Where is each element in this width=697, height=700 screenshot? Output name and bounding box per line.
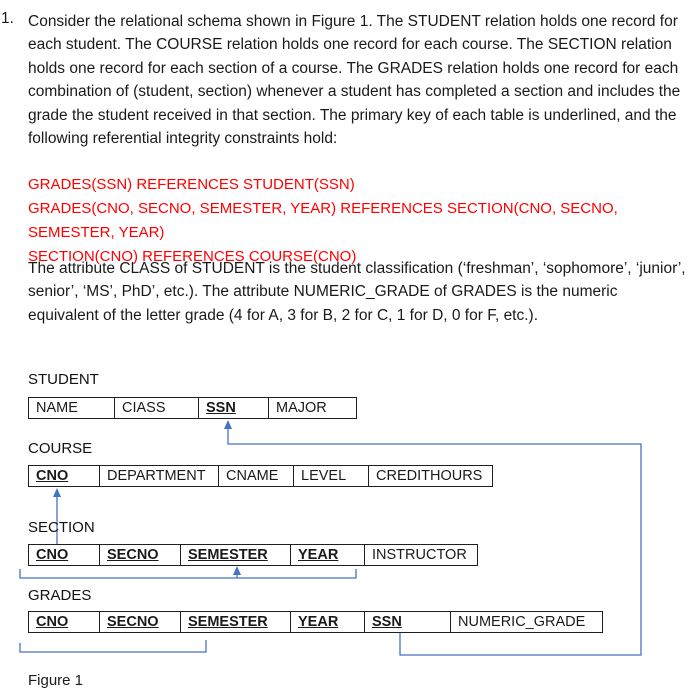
column-header-credithours: CREDITHOURS [368,465,493,487]
section-table-title: SECTION [28,519,95,536]
column-header-year: YEAR [290,544,365,566]
column-header-year: YEAR [290,611,365,633]
column-header-ssn: SSN [198,397,269,419]
student-table-title: STUDENT [28,371,99,388]
student-table [28,397,357,419]
column-header-level: LEVEL [293,465,369,487]
figure-caption: Figure 1 [28,672,84,689]
column-header-numeric-grade: NUMERIC_GRADE [450,611,603,633]
column-header-secno: SECNO [99,544,181,566]
constraint-section-course: SECTION(CNO) REFERENCES COURSE(CNO) [28,248,357,265]
section-table [28,544,478,566]
arrowhead-icon [53,488,61,497]
grades-table-title: GRADES [28,587,92,604]
attribute-notes-paragraph: The attribute CLASS of STUDENT is the student classification (‘freshman’, ‘sophomore’, ‘junior’, senior’, ‘MS’, PhD’, etc.). The attribute NUMERIC_GRADE of GRADES is the numeric equivalent of the letter grade (4 for A, 3 for B, 2 for C, 1 for D, 0 for F, etc.). [28,260,686,324]
course-table-title: COURSE [28,440,93,457]
column-header-department: DEPARTMENT [99,465,219,487]
question-intro-paragraph: Consider the relational schema shown in Figure 1. The STUDENT relation holds one record for each student. The COURSE relation holds one record for each course. The SECTION relation holds one record for each section of a course. The GRADES relation holds one record for each combination of (student, section) whenever a student has completed a section and includes the grade the student received in that section. The primary key of each table is underlined, and the following referential integrity constraints hold: [28,13,681,148]
column-header-ssn: SSN [364,611,451,633]
arrowhead-icon [224,420,232,429]
column-header-cno: CNO [28,465,100,487]
column-header-cno: CNO [28,611,100,633]
referential-constraints-block [28,173,697,269]
fk-bracket-grades [20,640,206,652]
course-table [28,465,493,487]
constraint-grades-student: GRADES(SSN) REFERENCES STUDENT(SSN) [28,176,355,193]
column-header-class: CIASS [114,397,199,419]
column-header-semester: SEMESTER [180,544,291,566]
grades-table [28,611,603,633]
arrowhead-icon [233,566,241,575]
column-header-major: MAJOR [268,397,357,419]
question-number: 1. [1,10,14,27]
fk-bracket-section [20,566,356,578]
column-header-semester: SEMESTER [180,611,291,633]
column-header-instructor: INSTRUCTOR [364,544,478,566]
column-header-cname: CNAME [218,465,294,487]
constraint-grades-section: GRADES(CNO, SECNO, SEMESTER, YEAR) REFERENCES SECTION(CNO, SECNO, SEMESTER, YEAR) [28,200,618,241]
column-header-secno: SECNO [99,611,181,633]
column-header-name: NAME [28,397,115,419]
column-header-cno: CNO [28,544,100,566]
